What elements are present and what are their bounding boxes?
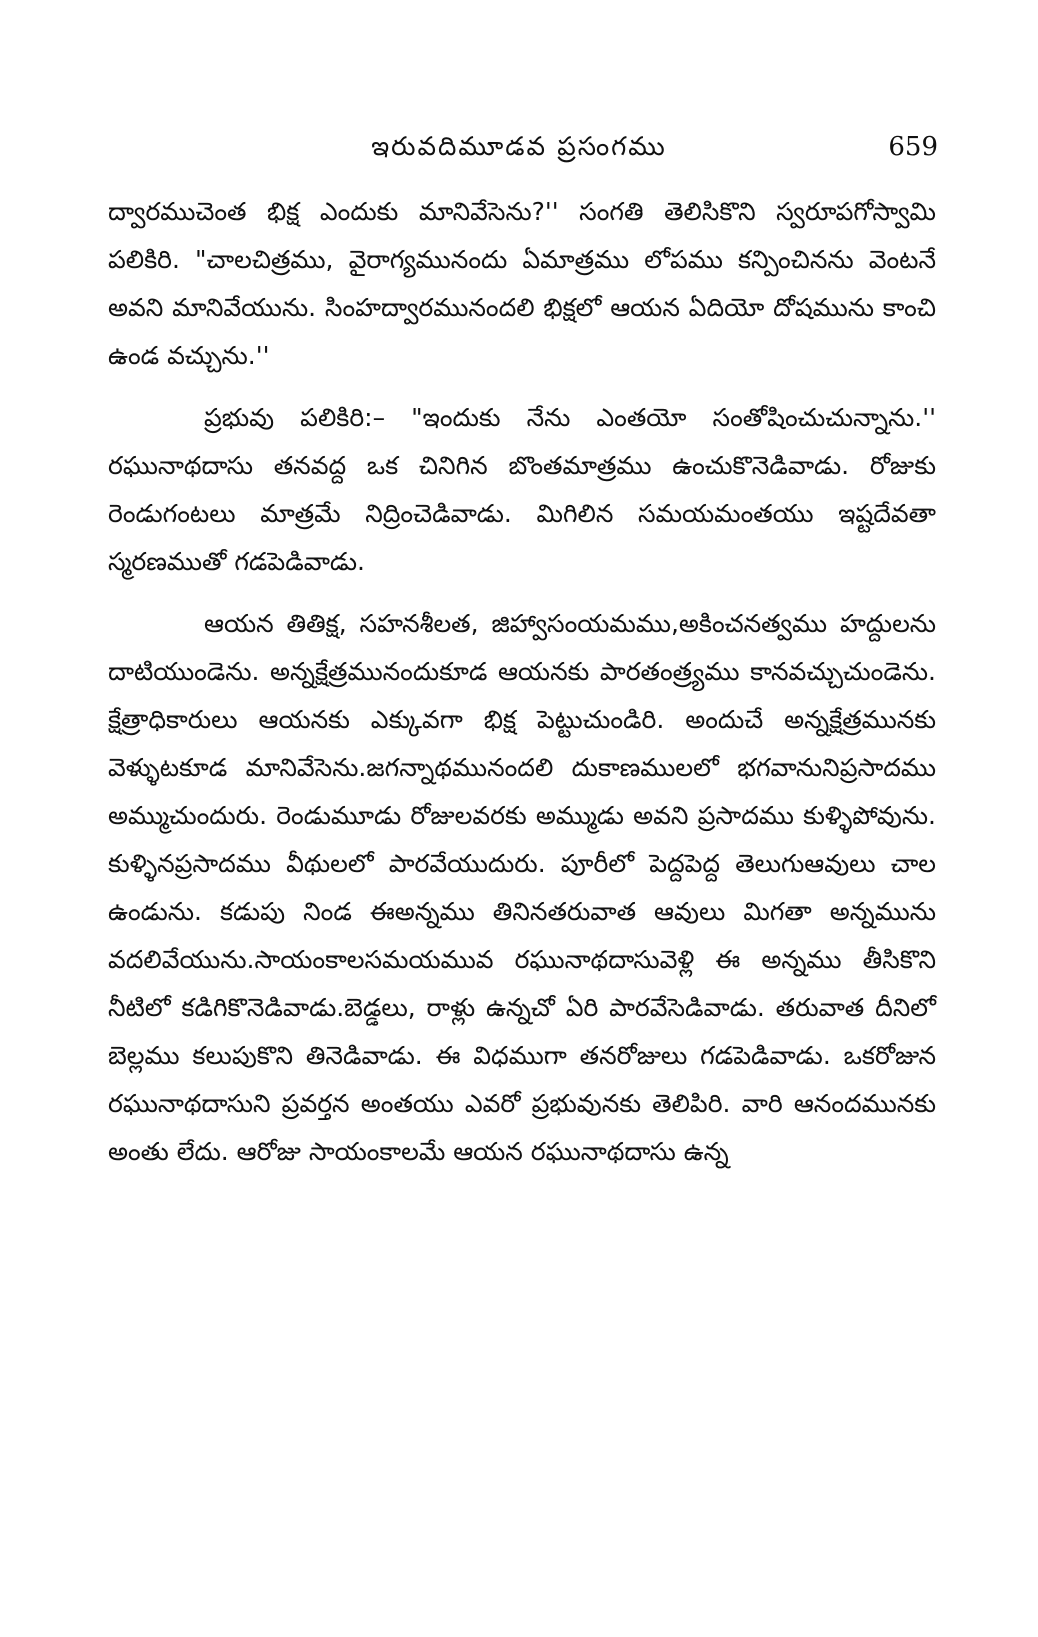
paragraph: ద్వారముచెంత భిక్ష ఎందుకు మానివేసెను?'' సంగతి తెలిసికొని స్వరూపగోస్వామి పలికిరి. "చాలచిత్రము, వైరాగ్యమునందు ఏమాత్రము లోపము కన్పించినను వెంటనే అవని మానివేయును. సింహద్వారమునందలి భిక్షలో ఆయన ఏదియో దోషమును కాంచి ఉండ వచ్చును.'' [108, 197, 936, 370]
paragraph: ఆయన తితిక్ష, సహనశీలత, జిహ్వాసంయమము,అకించనత్వము హద్దులను దాటియుండెను. అన్నక్షేత్రమునందుకూడ ఆయనకు పారతంత్ర్యము కానవచ్చుచుండెను. క్షేత్రాధికారులు ఆయనకు ఎక్కువగా భిక్ష పెట్టుచుండిరి. అందుచే అన్నక్షేత్రమునకు వెళ్ళుటకూడ మానివేసెను.జగన్నాథమునందలి దుకాణములలో భగవానునిప్రసాదము అమ్ముచుందురు. రెండుమూడు రోజులవరకు అమ్ముడు అవని ప్రసాదము కుళ్ళిపోవును. కుళ్ళినప్రసాదము వీథులలో పారవేయుదురు. పూరీలో పెద్దపెద్ద తెలుగుఆవులు చాల ఉండును. కడుపు నిండ ఈఅన్నము తినినతరువాత ఆవులు మిగతా అన్నమును వదలివేయును.సాయంకాలసమయమువ రఘునాథదాసువెళ్లి ఈ అన్నము తీసికొని నీటిలో కడిగికొనెడివాడు.బెడ్డలు, రాళ్లు ఉన్నచో ఏరి పారవేసెడివాడు. తరువాత దీనిలో బెల్లము కలుపుకొని తినెడివాడు. ఈ విధముగా తనరోజులు గడపెడివాడు. ఒకరోజున రఘునాథదాసుని ప్రవర్తన అంతయు ఎవరో ప్రభువునకు తెలిపిరి. వారి ఆనందమునకు అంతు లేదు. ఆరోజు సాయంకాలమే ఆయన రఘునాథదాసు ఉన్న [108, 609, 936, 1166]
page-header [100, 132, 938, 172]
body-text [108, 188, 936, 1190]
running-title: ఇరువదిమూడవ ప్రసంగము [371, 132, 667, 162]
paragraph: ప్రభువు పలికిరి:– "ఇందుకు నేను ఎంతయో సంతోషించుచున్నాను.'' రఘునాథదాసు తనవద్ద ఒక చినిగిన బొంతమాత్రము ఉంచుకొనెడివాడు. రోజుకు రెండుగంటలు మాత్రమే నిద్రించెడివాడు. మిగిలిన సమయమంతయు ఇష్టదేవతా స్మరణముతో గడపెడివాడు. [108, 403, 936, 576]
page-number: 659 [888, 132, 938, 162]
